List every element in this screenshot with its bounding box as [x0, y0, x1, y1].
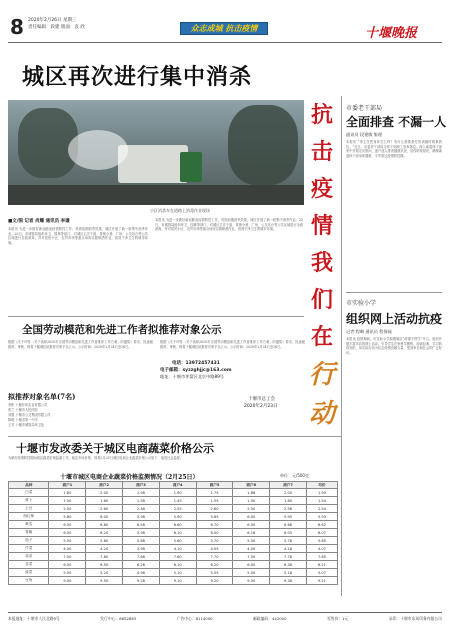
table-header-cell: 商户1: [49, 482, 86, 489]
table-cell: 4.00: [49, 545, 86, 553]
price-table-title: 十堰市城区电商企业蔬菜价格监测情况（2月25日）: [60, 474, 199, 481]
table-cell: 5.78: [270, 537, 307, 545]
photo-truck-cab: [180, 152, 202, 182]
table-cell: 7.50: [49, 553, 86, 561]
table-row: [9, 561, 338, 569]
table-row: [9, 529, 338, 537]
table-cell: 6.21: [306, 561, 337, 569]
table-row: [9, 521, 338, 529]
table-cell: 4.20: [86, 545, 123, 553]
table-cell: 5.85: [196, 513, 233, 521]
table-cell: 茄子: [9, 537, 49, 545]
footer-address: 本报地址：十堰市人民北路9号: [8, 616, 60, 621]
table-cell: 2.58: [270, 505, 307, 513]
lead-headline: 城区再次进行集中消杀: [22, 64, 253, 90]
notice-body-col2: 根据《关于印发〈关于表彰2020年全国劳动模范和先进工作者推荐工作方案〉的通知》要求，经逐级推荐、审核，现将十堰城区拟推荐对象予以公示。公示时间：2020年2月24日至28日。: [160, 340, 305, 349]
footer-rule: [8, 612, 442, 613]
table-header-cell: 商户7: [270, 482, 307, 489]
table-cell: 白菜: [9, 489, 49, 497]
table-cell: 5.93: [306, 513, 337, 521]
table-cell: 韭菜: [9, 561, 49, 569]
table-row: [9, 545, 338, 553]
table-cell: 1.60: [270, 497, 307, 505]
page-number: 8: [10, 15, 24, 39]
footer-ads: 广告中心：8114000: [176, 616, 213, 621]
section-rule: [8, 436, 342, 437]
price-title: 十堰市发改委关于城区电商蔬菜价格公示: [16, 442, 214, 455]
table-cell: 1.58: [123, 497, 160, 505]
table-header-cell: 品种: [9, 482, 49, 489]
table-cell: 5.70: [196, 537, 233, 545]
notice-list: [8, 403, 153, 435]
lead-photo: [8, 100, 304, 205]
footer-bar: [8, 616, 442, 622]
table-cell: 6.50: [233, 521, 270, 529]
table-row: [9, 489, 338, 497]
table-cell: 6.00: [233, 561, 270, 569]
table-cell: 2.55: [159, 505, 196, 513]
table-cell: 5.95: [270, 513, 307, 521]
table-cell: 6.28: [123, 561, 160, 569]
table-cell: 6.18: [233, 529, 270, 537]
table-cell: 2.60: [86, 505, 123, 513]
table-cell: 6.00: [86, 513, 123, 521]
lead-body-col1: 本报讯 为进一步做好新冠肺炎疫情防控工作，巩固前期消杀效果，城区开展了新一轮集中消杀作业。25日，市城管局组织环卫、园林等部门，对城区主次干道、背街小巷、广场、公交站台等公共区域进行全面消毒，并对居民小区、农贸市场等重点场所实施喷洒作业，营造干净卫生的城市环境。: [8, 227, 148, 245]
table-cell: 5.00: [49, 569, 86, 577]
article3-headline: 组织网上活动抗疫: [346, 312, 443, 326]
notice-email: 电子邮箱：syzzghjjc@163.com: [160, 368, 232, 373]
notice-body: 根据《关于印发〈关于表彰2020年全国劳动模范和先进工作者推荐工作方案〉的通知》要求，经逐级推荐、审核，现将十堰城区拟推荐对象予以公示。公示时间：2020年2月24日至28日。: [8, 340, 153, 349]
notice-list-item: 刘强 十堰市公交集团有限公司: [8, 413, 51, 417]
notice-list-item: 王芳 十堰市城管局环卫处: [8, 423, 45, 427]
table-cell: 土豆: [9, 505, 49, 513]
notice-list-item: 陈明 十堰市第一中学: [8, 418, 38, 422]
table-cell: 4.10: [159, 545, 196, 553]
table-cell: 9.20: [196, 577, 233, 585]
table-row: [9, 553, 338, 561]
table-cell: 9.00: [233, 577, 270, 585]
table-body: [9, 489, 338, 585]
table-cell: 6.00: [233, 513, 270, 521]
slogan-char: 抗: [310, 102, 333, 128]
table-cell: 1.50: [49, 497, 86, 505]
table-cell: 3.98: [123, 545, 160, 553]
slogan-char: 情: [310, 213, 333, 239]
photo-truck: [118, 145, 188, 183]
table-cell: 2.54: [306, 505, 337, 513]
slogan-char: 动: [308, 399, 335, 429]
table-cell: 2.48: [123, 505, 160, 513]
table-cell: 5.68: [123, 537, 160, 545]
notice-date: 2020年2月23日: [244, 404, 278, 409]
table-cell: 1.90: [159, 489, 196, 497]
table-cell: 6.00: [196, 529, 233, 537]
footer-postcode: 邮政编码：442000: [253, 616, 287, 621]
table-cell: 7.65: [306, 553, 337, 561]
table-cell: 1.45: [159, 497, 196, 505]
photo-spray: [68, 130, 128, 170]
table-cell: 6.05: [270, 529, 307, 537]
table-cell: 5.20: [86, 569, 123, 577]
table-cell: 5.50: [233, 537, 270, 545]
table-cell: 6.62: [306, 521, 337, 529]
table-cell: 2.50: [233, 505, 270, 513]
table-cell: 9.21: [306, 577, 337, 585]
article3-kicker: 市实验小学: [346, 300, 377, 307]
table-row: [9, 505, 338, 513]
article3-byline: 记者 程琳 通讯员 程保禄: [346, 329, 392, 334]
table-cell: 5.98: [123, 513, 160, 521]
article3-body: 本报讯 疫情期间，市实验小学积极响应“停课不停学”号召，组织开展丰富多彩的网上活动，引导学生在家科学锻炼、阅读经典、学习防疫知识，用实际行动为抗击疫情贡献力量，受到家长和社会的广泛好评。: [346, 337, 442, 355]
table-cell: 6.38: [270, 561, 307, 569]
table-cell: 4.98: [123, 569, 160, 577]
table-cell: 2.50: [49, 505, 86, 513]
table-cell: 7.60: [159, 553, 196, 561]
table-cell: 9.00: [49, 577, 86, 585]
table-cell: 5.90: [159, 513, 196, 521]
date-line: 2020年2月26日 星期三: [28, 18, 77, 23]
table-row: [9, 577, 338, 585]
table-cell: 6.68: [270, 521, 307, 529]
table-cell: 5.60: [159, 537, 196, 545]
table-cell: 1.98: [123, 489, 160, 497]
lead-byline: ■文/图 记者 肖耀 通讯员 李谦: [8, 219, 70, 224]
table-cell: 6.00: [49, 529, 86, 537]
column-divider: [341, 96, 342, 596]
table-cell: 2.60: [196, 505, 233, 513]
vertical-slogan: [306, 100, 338, 430]
table-cell: 芹菜: [9, 545, 49, 553]
table-cell: 5.18: [270, 569, 307, 577]
price-table-unit: 单位：元/500克: [280, 473, 309, 478]
table-cell: 5.07: [306, 569, 337, 577]
table-cell: 5.10: [159, 569, 196, 577]
table-cell: 2.00: [86, 489, 123, 497]
table-cell: 7.70: [196, 553, 233, 561]
slogan-char: 我: [310, 250, 333, 276]
table-header-row: [9, 482, 338, 489]
photo-tree: [228, 105, 298, 185]
table-cell: 1.75: [196, 489, 233, 497]
slogan-char: 行: [308, 360, 335, 390]
table-header-cell: 商户5: [196, 482, 233, 489]
table-cell: 7.78: [270, 553, 307, 561]
table-cell: 1.80: [49, 489, 86, 497]
table-header-cell: 商户6: [233, 482, 270, 489]
footer-distribution: 发行中心：8652863: [100, 616, 137, 621]
table-header-cell: 商户2: [86, 482, 123, 489]
section-rule: [8, 316, 304, 317]
table-cell: 豆角: [9, 577, 49, 585]
banner: [180, 22, 268, 35]
table-cell: 1.88: [233, 489, 270, 497]
table-row: [9, 497, 338, 505]
table-cell: 青椒: [9, 529, 49, 537]
table-cell: 5.98: [123, 529, 160, 537]
edition-line: 责任编辑：段建 版面：袁 欣: [28, 25, 85, 30]
table-cell: 1.90: [306, 489, 337, 497]
article2-headline: 全面排查 不漏一人: [346, 115, 447, 129]
notice-org: 十堰市总工会: [248, 397, 275, 402]
table-cell: 黄瓜: [9, 521, 49, 529]
notice-list-item: 张兰 十堰市人民医院: [8, 408, 38, 412]
table-row: [9, 537, 338, 545]
article2-byline: 通讯员 段建敏 集理: [346, 132, 383, 137]
table-cell: 4.07: [306, 545, 337, 553]
banner-text: 众志成城 抗击疫情: [190, 24, 258, 33]
table-cell: 6.50: [49, 521, 86, 529]
table-cell: 5.80: [49, 513, 86, 521]
table-cell: 萝卜: [9, 497, 49, 505]
table-header-cell: 均价: [306, 482, 337, 489]
photo-road: [8, 185, 304, 205]
table-row: [9, 513, 338, 521]
table-cell: 6.10: [159, 529, 196, 537]
article2-kicker: 市委老干部局: [346, 105, 383, 112]
price-table: [8, 481, 338, 585]
table-cell: 1.54: [306, 497, 337, 505]
table-cell: 4.18: [270, 545, 307, 553]
table-cell: 西红柿: [9, 513, 49, 521]
table-cell: 7.68: [123, 553, 160, 561]
table-cell: 9.38: [270, 577, 307, 585]
table-cell: 5.80: [86, 537, 123, 545]
table-cell: 1.60: [86, 497, 123, 505]
price-intro: 为做好疫情防控期间城区蔬菜价格监测工作，稳定市场价格，现将2月25日城区电商企业蔬菜价格公示如下，接受社会监督。: [8, 456, 184, 460]
table-cell: 4.05: [196, 545, 233, 553]
notice-address: 地址：十堰市茅箭区北京中路89号: [160, 374, 224, 379]
slogan-char: 疫: [310, 176, 333, 202]
table-cell: 9.10: [159, 577, 196, 585]
table-cell: 6.50: [86, 561, 123, 569]
table-cell: 2.00: [270, 489, 307, 497]
table-row: [9, 569, 338, 577]
table-cell: 4.00: [233, 545, 270, 553]
table-cell: 蒜苗: [9, 553, 49, 561]
article2-body: 本报讯 “李主任您身体怎么样？有什么需要帮忙的请随时联系我们。”近日，市委老干部局全体干部职工放弃休息，深入离退休干部家中开展走访慰问，逐户逐人排查健康状况，宣传防疫知识，确保离退休干部身体健康、平安度过疫情防控期。: [346, 140, 442, 158]
paper-name: 十堰晚报: [365, 26, 418, 41]
table-cell: 6.10: [159, 561, 196, 569]
table-cell: 5.50: [49, 537, 86, 545]
photo-caption: 小区消杀车在道路上消毒作业现场: [150, 208, 210, 213]
table-cell: 7.50: [233, 553, 270, 561]
table-cell: 5.05: [196, 569, 233, 577]
table-header-cell: 商户3: [123, 482, 160, 489]
footer-printer: 承印：十堰市东风印务有限公司: [388, 616, 442, 621]
notice-list-title: 拟推荐对象名单(7名): [8, 392, 76, 401]
table-header-cell: 商户4: [159, 482, 196, 489]
table-cell: 9.50: [86, 577, 123, 585]
table-cell: 1.50: [233, 497, 270, 505]
lead-body-col2: 本报讯 为进一步做好新冠肺炎疫情防控工作，巩固前期消杀效果，城区开展了新一轮集中消杀作业。25日，市城管局组织环卫、园林等部门，对城区主次干道、背街小巷、广场、公交站台等公共区域进行全面消毒，并对居民小区、农贸市场等重点场所实施喷洒作业，营造干净卫生的城市环境。: [155, 218, 303, 232]
notice-phone: 电话：13972457431: [172, 361, 220, 366]
slogan-char: 们: [310, 287, 333, 313]
table-cell: 菠菜: [9, 569, 49, 577]
table-cell: 5.65: [306, 537, 337, 545]
footer-price: 零售价：1元: [326, 616, 349, 621]
table-cell: 6.07: [306, 529, 337, 537]
table-cell: 5.00: [233, 569, 270, 577]
table-cell: 6.80: [86, 521, 123, 529]
notice-list-item: 李彬 十堰东风实业有限公司: [8, 403, 48, 407]
table-cell: 9.28: [123, 577, 160, 585]
table-cell: 6.70: [196, 521, 233, 529]
table-cell: 7.80: [86, 553, 123, 561]
table-cell: 6.20: [196, 561, 233, 569]
section-rule: [346, 292, 442, 293]
page-header: [0, 0, 450, 48]
header-rule: [8, 42, 442, 43]
notice-title: 全国劳动模范和先进工作者拟推荐对象公示: [22, 324, 222, 336]
table-cell: 6.60: [159, 521, 196, 529]
table-cell: 1.55: [196, 497, 233, 505]
table-cell: 6.00: [49, 561, 86, 569]
table-cell: 6.20: [86, 529, 123, 537]
table-cell: 6.58: [123, 521, 160, 529]
slogan-char: 在: [310, 324, 333, 350]
slogan-char: 击: [310, 139, 333, 165]
